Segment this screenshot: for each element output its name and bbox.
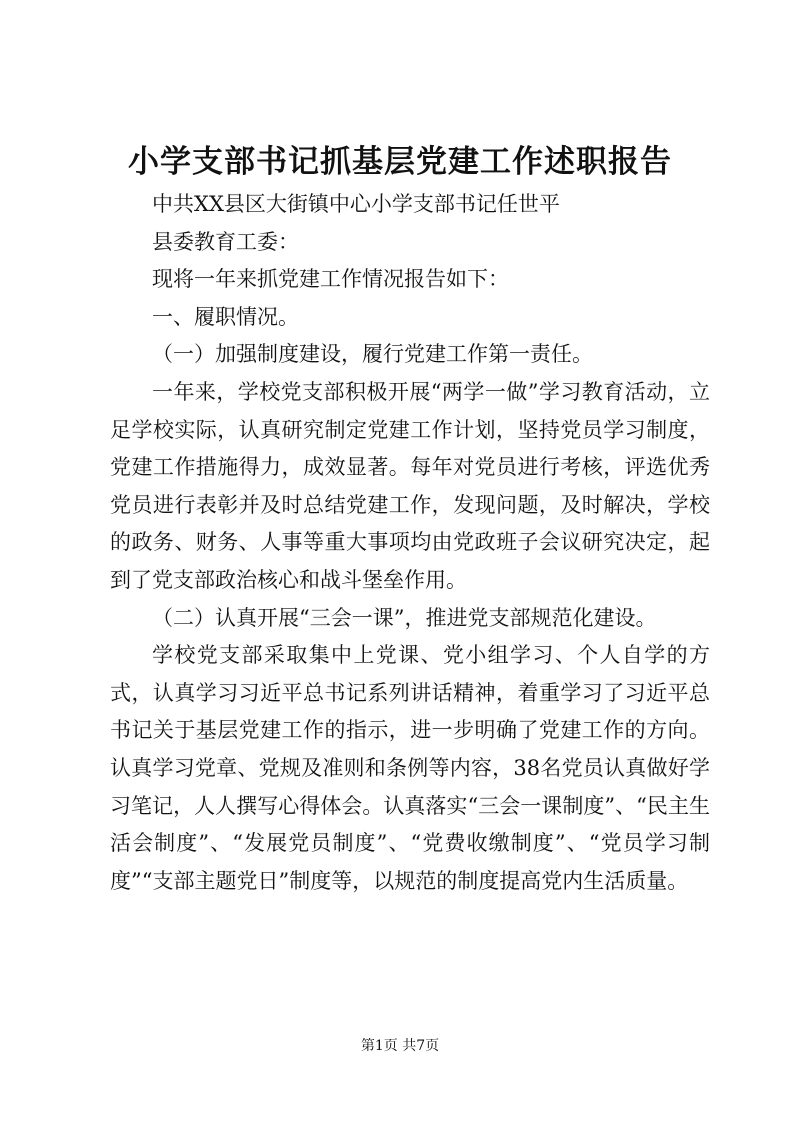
document-title: 小学支部书记抓基层党建工作述职报告 bbox=[128, 144, 672, 180]
subsection-heading-2: （二）认真开展“三会一课”，推进党支部规范化建设。 bbox=[152, 605, 657, 630]
subsection-heading-1: （一）加强制度建设，履行党建工作第一责任。 bbox=[152, 342, 593, 367]
body-paragraph-1: 一年来，学校党支部积极开展“两学一做”学习教育活动，立足学校实际，认真研究制定党建工作计划，坚持党员学习制度，党建工作措施得力，成效显著。每年对党员进行考核，评选优秀党员进行表彰并及时总结党建工作，发现问题，及时解决，学校的政务、财务、人事等重大事项均由党政班子会议研究决定，起到了党支部政治核心和战斗堡垒作用。 bbox=[110, 379, 710, 592]
page-footer: 第1页 共7页 bbox=[360, 1038, 440, 1054]
intro-line: 现将一年来抓党建工作情况报告如下： bbox=[152, 267, 509, 292]
recipient-line: 县委教育工委： bbox=[152, 229, 299, 254]
document-body bbox=[110, 186, 710, 900]
author-line: 中共XX县区大街镇中心小学支部书记任世平 bbox=[152, 192, 560, 216]
section-heading-1: 一、履职情况。 bbox=[152, 304, 299, 329]
body-paragraph-2: 学校党支部采取集中上党课、党小组学习、个人自学的方式，认真学习习近平总书记系列讲话精神，着重学习了习近平总书记关于基层党建工作的指示，进一步明确了党建工作的方向。认真学习党章、党规及准则和条例等内容，38名党员认真做好学习笔记，人人撰写心得体会。认真落实“三会一课制度”、“民主生活会制度”、“发展党员制度”、“党费收缴制度”、“党员学习制度”“支部主题党日”制度等，以规范的制度提高党内生活质量。 bbox=[110, 643, 710, 893]
